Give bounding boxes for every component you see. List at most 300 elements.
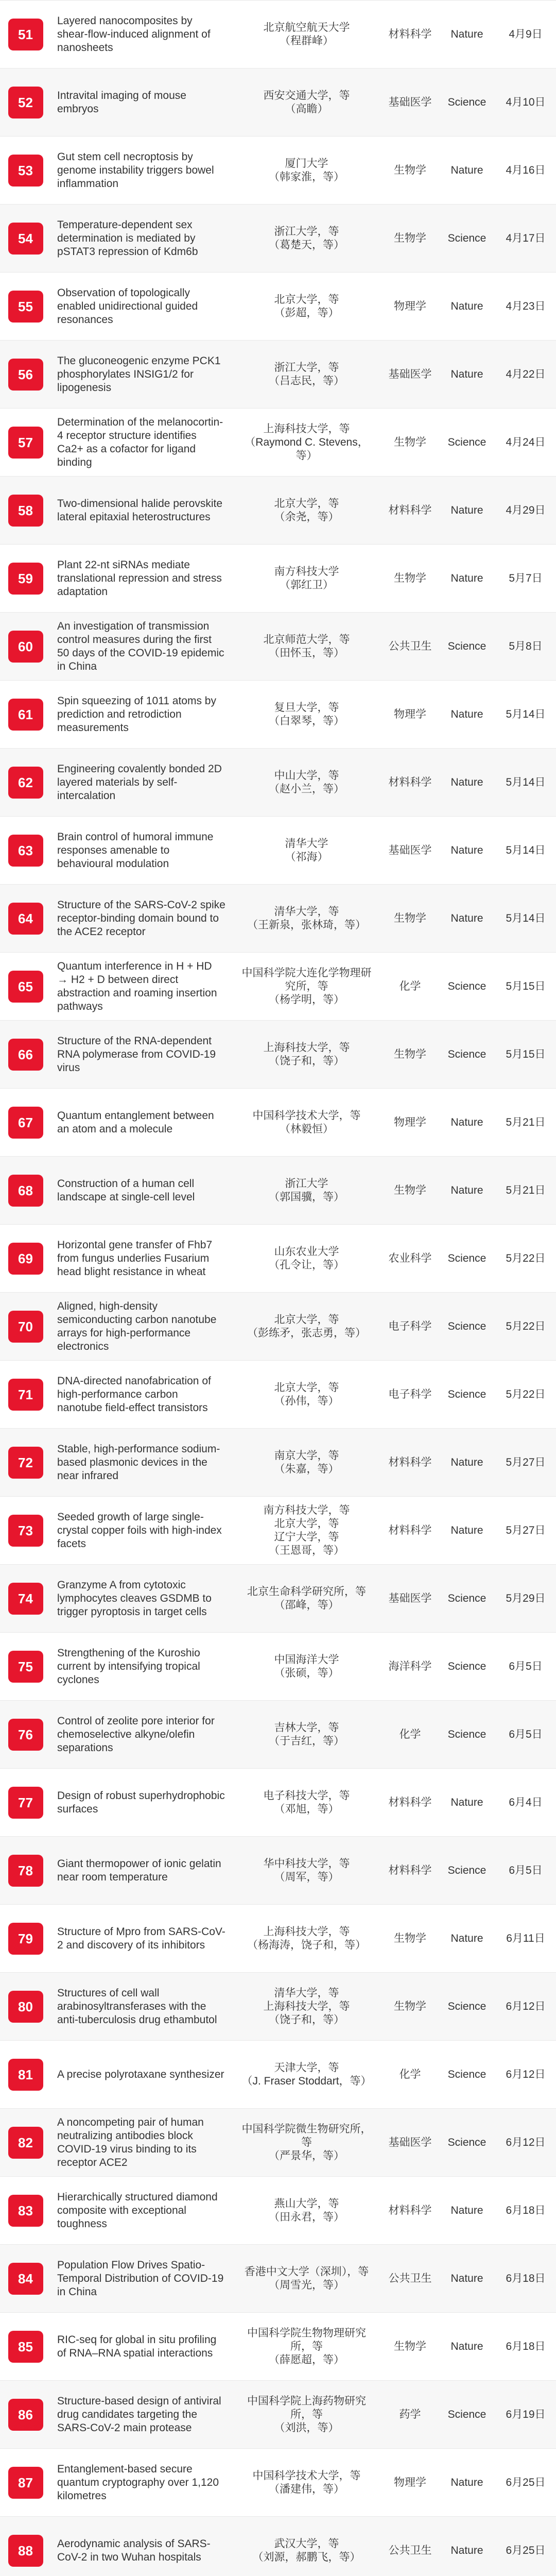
- paper-title: Control of zeolite pore interior for chemoselective alkyne/olefin separations: [57, 1715, 215, 1754]
- field-cell: [381, 2517, 439, 2576]
- paper-title: A noncompeting pair of human neutralizing antibodies block COVID-19 virus binding to its receptor ACE2: [57, 2116, 204, 2168]
- journal: Science: [447, 96, 486, 108]
- paper-title: Seeded growth of large single-crystal copper foils with high-index facets: [57, 1511, 222, 1550]
- row-number: 60: [8, 631, 43, 663]
- publish-date-cell: [495, 1021, 556, 1088]
- publish-date: 6月19日: [506, 2408, 546, 2420]
- publish-date: 6月18日: [506, 2272, 546, 2284]
- paper-title-cell: [51, 409, 232, 476]
- journal-cell: [439, 477, 495, 544]
- table-row: [0, 1429, 556, 1497]
- journal-cell: [439, 1633, 495, 1700]
- publish-date: 5月21日: [506, 1184, 546, 1196]
- journal: Nature: [450, 2340, 483, 2352]
- table-row: [0, 2177, 556, 2245]
- paper-title: Structures of cell wall arabinosyltransferases with the anti-tuberculosis drug ethambutol: [57, 1987, 217, 2026]
- table-row: [0, 1701, 556, 1769]
- row-number-cell: [0, 137, 51, 204]
- row-number: 54: [8, 223, 43, 255]
- institution-cell: [232, 137, 381, 204]
- journal-cell: [439, 545, 495, 612]
- journal-cell: [439, 749, 495, 816]
- field-cell: [381, 273, 439, 340]
- row-number: 59: [8, 563, 43, 595]
- row-number-cell: [0, 1, 51, 68]
- field: 物理学: [394, 2476, 426, 2488]
- journal-cell: [439, 1, 495, 68]
- institution-cell: [232, 1225, 381, 1292]
- table-row: [0, 2313, 556, 2381]
- paper-title: Gut stem cell necroptosis by genome instability triggers bowel inflammation: [57, 150, 214, 190]
- journal-cell: [439, 2245, 495, 2312]
- publish-date: 4月23日: [506, 300, 546, 312]
- field: 材料科学: [388, 504, 432, 516]
- institution: 电子科技大学，等 （邓旭，等）: [263, 1789, 350, 1815]
- publish-date-cell: [495, 681, 556, 748]
- institution-cell: [232, 1361, 381, 1428]
- row-number: 52: [8, 87, 43, 118]
- row-number: 88: [8, 2535, 43, 2567]
- row-number-cell: [0, 681, 51, 748]
- paper-title: Stable, high-performance sodium-based plasmonic devices in the near infrared: [57, 1443, 220, 1482]
- table-row: [0, 2041, 556, 2109]
- row-number-cell: [0, 1769, 51, 1836]
- publish-date-cell: [495, 341, 556, 408]
- field: 药学: [399, 2408, 421, 2420]
- institution: 清华大学 （祁海）: [285, 837, 328, 863]
- journal: Science: [447, 1388, 486, 1400]
- paper-title-cell: [51, 817, 232, 884]
- journal-cell: [439, 1429, 495, 1496]
- row-number-cell: [0, 2177, 51, 2244]
- institution: 上海科技大学，等 （饶子和，等）: [263, 1041, 350, 1067]
- journal: Science: [447, 640, 486, 652]
- row-number: 74: [8, 1583, 43, 1615]
- institution-cell: [232, 1429, 381, 1496]
- field: 基础医学: [388, 1592, 432, 1604]
- row-number: 70: [8, 1311, 43, 1343]
- publish-date-cell: [495, 1633, 556, 1700]
- institution: 北京大学，等 （余尧，等）: [274, 497, 339, 523]
- institution: 北京大学，等 （彭超，等）: [274, 293, 339, 319]
- row-number-cell: [0, 2381, 51, 2448]
- table-row: [0, 69, 556, 137]
- paper-title: Spin squeezing of 1011 atoms by prediction and retrodiction measurements: [57, 694, 216, 734]
- paper-title: An investigation of transmission control measures during the first 50 days of the COVID-19 epidemic in China: [57, 620, 224, 672]
- table-row: [0, 2381, 556, 2449]
- institution-cell: [232, 2041, 381, 2108]
- row-number-cell: [0, 817, 51, 884]
- journal-cell: [439, 1565, 495, 1632]
- journal: Nature: [450, 1456, 483, 1468]
- publish-date: 5月14日: [506, 708, 546, 720]
- paper-title-cell: [51, 1565, 232, 1632]
- table-row: [0, 205, 556, 273]
- field: 材料科学: [388, 2204, 432, 2216]
- row-number: 83: [8, 2195, 43, 2227]
- publish-date-cell: [495, 1, 556, 68]
- paper-title-cell: [51, 2381, 232, 2448]
- paper-title-cell: [51, 953, 232, 1020]
- publish-date-cell: [495, 953, 556, 1020]
- institution: 天津大学，等 （J. Fraser Stoddart，等）: [241, 2061, 372, 2087]
- publish-date: 6月25日: [506, 2476, 546, 2488]
- table-row: [0, 885, 556, 953]
- journal: Science: [447, 2068, 486, 2080]
- institution-cell: [232, 273, 381, 340]
- journal: Science: [447, 2136, 486, 2148]
- journal-cell: [439, 137, 495, 204]
- publish-date-cell: [495, 69, 556, 136]
- publish-date-cell: [495, 1769, 556, 1836]
- field-cell: [381, 1225, 439, 1292]
- field: 基础医学: [388, 368, 432, 380]
- publish-date: 5月15日: [506, 980, 546, 992]
- row-number: 84: [8, 2263, 43, 2295]
- field-cell: [381, 2041, 439, 2108]
- publish-date-cell: [495, 205, 556, 272]
- paper-title-cell: [51, 2517, 232, 2576]
- field: 材料科学: [388, 28, 432, 40]
- paper-title: Construction of a human cell landscape at single-cell level: [57, 1177, 195, 1203]
- field: 生物学: [394, 164, 426, 176]
- journal-cell: [439, 953, 495, 1020]
- institution: 中山大学，等 （赵小兰，等）: [269, 769, 344, 795]
- paper-title-cell: [51, 1361, 232, 1428]
- row-number-cell: [0, 205, 51, 272]
- field: 生物学: [394, 912, 426, 924]
- publish-date: 5月22日: [506, 1388, 546, 1400]
- paper-title: Quantum entanglement between an atom and a molecule: [57, 1109, 214, 1135]
- table-row: [0, 137, 556, 205]
- publish-date-cell: [495, 613, 556, 680]
- field-cell: [381, 2313, 439, 2380]
- row-number: 72: [8, 1447, 43, 1479]
- paper-title-cell: [51, 1701, 232, 1768]
- field: 公共卫生: [388, 640, 432, 652]
- institution-cell: [232, 1, 381, 68]
- field: 生物学: [394, 1932, 426, 1944]
- journal-cell: [439, 1021, 495, 1088]
- publish-date-cell: [495, 1565, 556, 1632]
- table-row: [0, 1157, 556, 1225]
- field: 生物学: [394, 1184, 426, 1196]
- table-row: [0, 1633, 556, 1701]
- table-row: [0, 1973, 556, 2041]
- row-number-cell: [0, 409, 51, 476]
- field: 生物学: [394, 1048, 426, 1060]
- paper-title: Hierarchically structured diamond composite with exceptional toughness: [57, 2191, 218, 2230]
- institution: 清华大学，等 （王新泉，张林琦，等）: [247, 905, 366, 931]
- paper-title-cell: [51, 205, 232, 272]
- table-row: [0, 1905, 556, 1973]
- row-number: 71: [8, 1379, 43, 1411]
- publish-date: 4月22日: [506, 368, 546, 380]
- institution-cell: [232, 2245, 381, 2312]
- field: 公共卫生: [388, 2272, 432, 2284]
- table-row: [0, 477, 556, 545]
- institution: 北京大学，等 （孙伟，等）: [274, 1381, 339, 1407]
- table-row: [0, 1225, 556, 1293]
- paper-title: Population Flow Drives Spatio-Temporal Distribution of COVID-19 in China: [57, 2259, 224, 2298]
- journal: Nature: [450, 2544, 483, 2556]
- publish-date-cell: [495, 1225, 556, 1292]
- institution: 北京生命科学研究所，等 （邵峰，等）: [247, 1585, 366, 1611]
- field-cell: [381, 2245, 439, 2312]
- publish-date: 6月11日: [506, 1932, 545, 1944]
- institution: 厦门大学 （韩家淮，等）: [269, 157, 344, 183]
- field-cell: [381, 1089, 439, 1156]
- field: 材料科学: [388, 1524, 432, 1536]
- row-number: 65: [8, 971, 43, 1003]
- publish-date: 4月10日: [506, 96, 546, 108]
- institution: 南京大学，等 （朱嘉，等）: [274, 1449, 339, 1475]
- journal-cell: [439, 1157, 495, 1224]
- journal-cell: [439, 2449, 495, 2516]
- institution: 中国科学技术大学，等 （林毅恒）: [252, 1109, 361, 1135]
- institution: 浙江大学，等 （吕志民，等）: [269, 361, 344, 387]
- field: 基础医学: [388, 96, 432, 108]
- row-number-cell: [0, 1021, 51, 1088]
- publish-date: 5月21日: [506, 1116, 546, 1128]
- journal-cell: [439, 1497, 495, 1564]
- journal-cell: [439, 681, 495, 748]
- journal-cell: [439, 2109, 495, 2176]
- table-row: [0, 1021, 556, 1089]
- institution-cell: [232, 2177, 381, 2244]
- institution-cell: [232, 1089, 381, 1156]
- publish-date-cell: [495, 2449, 556, 2516]
- paper-title-cell: [51, 1497, 232, 1564]
- row-number: 51: [8, 19, 43, 50]
- field: 电子科学: [388, 1388, 432, 1400]
- institution: 中国科学院生物物理研究所，等 （薛愿超，等）: [247, 2327, 366, 2366]
- paper-title: DNA-directed nanofabrication of high-performance carbon nanotube field-effect transistors: [57, 1375, 211, 1414]
- journal-cell: [439, 1973, 495, 2040]
- paper-title-cell: [51, 137, 232, 204]
- journal: Nature: [450, 1932, 483, 1944]
- table-row: [0, 1565, 556, 1633]
- publish-date-cell: [495, 1837, 556, 1904]
- field-cell: [381, 1769, 439, 1836]
- table-row: [0, 1, 556, 69]
- institution: 浙江大学，等 （葛楚天，等）: [269, 225, 344, 251]
- table-row: [0, 2517, 556, 2576]
- row-number-cell: [0, 885, 51, 952]
- table-row: [0, 2449, 556, 2517]
- institution: 中国科学院微生物研究所，等 （严景华，等）: [241, 2123, 372, 2162]
- publish-date-cell: [495, 1973, 556, 2040]
- institution: 华中科技大学，等 （周军，等）: [263, 1857, 350, 1883]
- publish-date: 5月8日: [509, 640, 543, 652]
- journal: Nature: [450, 164, 483, 176]
- paper-title-cell: [51, 1905, 232, 1972]
- publish-date-cell: [495, 2041, 556, 2108]
- journal: Nature: [450, 1524, 483, 1536]
- institution-cell: [232, 409, 381, 476]
- institution-cell: [232, 1905, 381, 1972]
- publish-date-cell: [495, 1157, 556, 1224]
- table-row: [0, 817, 556, 885]
- row-number-cell: [0, 477, 51, 544]
- publish-date: 5月22日: [506, 1252, 546, 1264]
- journal: Science: [447, 232, 486, 244]
- row-number: 86: [8, 2399, 43, 2431]
- publish-date-cell: [495, 137, 556, 204]
- row-number-cell: [0, 2245, 51, 2312]
- publish-date-cell: [495, 1905, 556, 1972]
- field: 基础医学: [388, 2136, 432, 2148]
- paper-title-cell: [51, 1973, 232, 2040]
- paper-title-cell: [51, 1, 232, 68]
- institution: 北京航空航天大学 （程群峰）: [263, 21, 350, 47]
- table-row: [0, 681, 556, 749]
- paper-title: Strengthening of the Kuroshio current by intensifying tropical cyclones: [57, 1647, 200, 1686]
- journal-cell: [439, 2177, 495, 2244]
- institution-cell: [232, 69, 381, 136]
- journal: Science: [447, 2408, 486, 2420]
- paper-title-cell: [51, 2109, 232, 2176]
- table-row: [0, 1089, 556, 1157]
- publish-date-cell: [495, 1361, 556, 1428]
- field: 物理学: [394, 1116, 426, 1128]
- row-number-cell: [0, 1701, 51, 1768]
- paper-title: Horizontal gene transfer of Fhb7 from fungus underlies Fusarium head blight resistance in wheat: [57, 1239, 213, 1278]
- row-number: 77: [8, 1787, 43, 1819]
- field-cell: [381, 341, 439, 408]
- paper-title: Entanglement-based secure quantum cryptography over 1,120 kilometres: [57, 2463, 219, 2502]
- publish-date: 6月12日: [506, 2136, 546, 2148]
- institution: 复旦大学，等 （白翠琴，等）: [269, 701, 344, 727]
- field: 生物学: [394, 232, 426, 244]
- field-cell: [381, 69, 439, 136]
- paper-title-cell: [51, 1769, 232, 1836]
- paper-title-cell: [51, 613, 232, 680]
- institution-cell: [232, 1837, 381, 1904]
- institution-cell: [232, 2517, 381, 2576]
- journal: Nature: [450, 300, 483, 312]
- publish-date-cell: [495, 1701, 556, 1768]
- paper-title-cell: [51, 1429, 232, 1496]
- paper-title-cell: [51, 1157, 232, 1224]
- publish-date: 6月5日: [509, 1864, 543, 1876]
- journal: Nature: [450, 368, 483, 380]
- institution-cell: [232, 2313, 381, 2380]
- institution: 吉林大学，等 （于吉红，等）: [269, 1721, 344, 1747]
- paper-title-cell: [51, 273, 232, 340]
- paper-title: Structure of the SARS-CoV-2 spike receptor-binding domain bound to the ACE2 receptor: [57, 899, 225, 938]
- institution-cell: [232, 953, 381, 1020]
- paper-title: Quantum interference in H + HD → H2 + D between direct abstraction and roaming insertion pathways: [57, 960, 217, 1012]
- field-cell: [381, 885, 439, 952]
- paper-title-cell: [51, 69, 232, 136]
- institution-cell: [232, 749, 381, 816]
- row-number: 64: [8, 903, 43, 935]
- row-number-cell: [0, 69, 51, 136]
- paper-title: Two-dimensional halide perovskite lateral epitaxial heterostructures: [57, 497, 222, 523]
- publish-date: 6月18日: [506, 2204, 546, 2216]
- institution: 香港中文大学（深圳），等 （周雪光，等）: [244, 2265, 369, 2291]
- journal-cell: [439, 273, 495, 340]
- paper-title: Aerodynamic analysis of SARS-CoV-2 in two Wuhan hospitals: [57, 2537, 211, 2563]
- field: 化学: [399, 1728, 421, 1740]
- row-number: 79: [8, 1923, 43, 1955]
- field-cell: [381, 2177, 439, 2244]
- publish-date-cell: [495, 1429, 556, 1496]
- journal: Science: [447, 1252, 486, 1264]
- row-number-cell: [0, 1565, 51, 1632]
- paper-title: Intravital imaging of mouse embryos: [57, 89, 186, 115]
- table-row: [0, 1837, 556, 1905]
- row-number: 62: [8, 767, 43, 799]
- publish-date: 5月7日: [509, 572, 543, 584]
- journal-cell: [439, 1225, 495, 1292]
- paper-title: Design of robust superhydrophobic surfaces: [57, 1789, 225, 1815]
- paper-title: Brain control of humoral immune responses amenable to behavioural modulation: [57, 831, 214, 870]
- publish-date: 5月15日: [506, 1048, 546, 1060]
- table-row: [0, 1293, 556, 1361]
- publish-date: 4月16日: [506, 164, 546, 176]
- institution-cell: [232, 1157, 381, 1224]
- paper-title: Observation of topologically enabled unidirectional guided resonances: [57, 286, 198, 326]
- institution-cell: [232, 1633, 381, 1700]
- journal: Nature: [450, 1184, 483, 1196]
- publish-date: 5月29日: [506, 1592, 546, 1604]
- table-row: [0, 1497, 556, 1565]
- paper-title: Granzyme A from cytotoxic lymphocytes cleaves GSDMB to trigger pyroptosis in target cells: [57, 1579, 212, 1618]
- field: 生物学: [394, 572, 426, 584]
- journal-cell: [439, 2517, 495, 2576]
- publish-date: 6月18日: [506, 2340, 546, 2352]
- row-number: 67: [8, 1107, 43, 1139]
- journal: Nature: [450, 28, 483, 40]
- field-cell: [381, 409, 439, 476]
- journal: Science: [447, 2000, 486, 2012]
- row-number-cell: [0, 1225, 51, 1292]
- paper-title: Structure of Mpro from SARS-CoV-2 and discovery of its inhibitors: [57, 1925, 225, 1951]
- paper-title: Giant thermopower of ionic gelatin near room temperature: [57, 1857, 221, 1883]
- institution: 中国科学技术大学，等 （潘建伟，等）: [252, 2469, 361, 2495]
- institution-cell: [232, 477, 381, 544]
- field: 化学: [399, 980, 421, 992]
- row-number: 82: [8, 2127, 43, 2159]
- row-number: 69: [8, 1243, 43, 1275]
- publish-date-cell: [495, 885, 556, 952]
- paper-title-cell: [51, 545, 232, 612]
- field-cell: [381, 1905, 439, 1972]
- institution: 北京大学，等 （彭练矛，张志勇，等）: [247, 1313, 366, 1339]
- journal-cell: [439, 2381, 495, 2448]
- field-cell: [381, 1361, 439, 1428]
- field: 基础医学: [388, 844, 432, 856]
- publish-date: 5月27日: [506, 1456, 546, 1468]
- journal: Nature: [450, 572, 483, 584]
- field-cell: [381, 1565, 439, 1632]
- publish-date-cell: [495, 2177, 556, 2244]
- table-row: [0, 1361, 556, 1429]
- institution: 南方科技大学 （郭红卫）: [274, 565, 339, 591]
- field-cell: [381, 1701, 439, 1768]
- field-cell: [381, 2449, 439, 2516]
- journal-cell: [439, 2041, 495, 2108]
- row-number-cell: [0, 1429, 51, 1496]
- row-number-cell: [0, 953, 51, 1020]
- row-number: 63: [8, 835, 43, 867]
- table-row: [0, 2109, 556, 2177]
- journal: Science: [447, 1320, 486, 1332]
- field: 材料科学: [388, 1456, 432, 1468]
- journal: Nature: [450, 1116, 483, 1128]
